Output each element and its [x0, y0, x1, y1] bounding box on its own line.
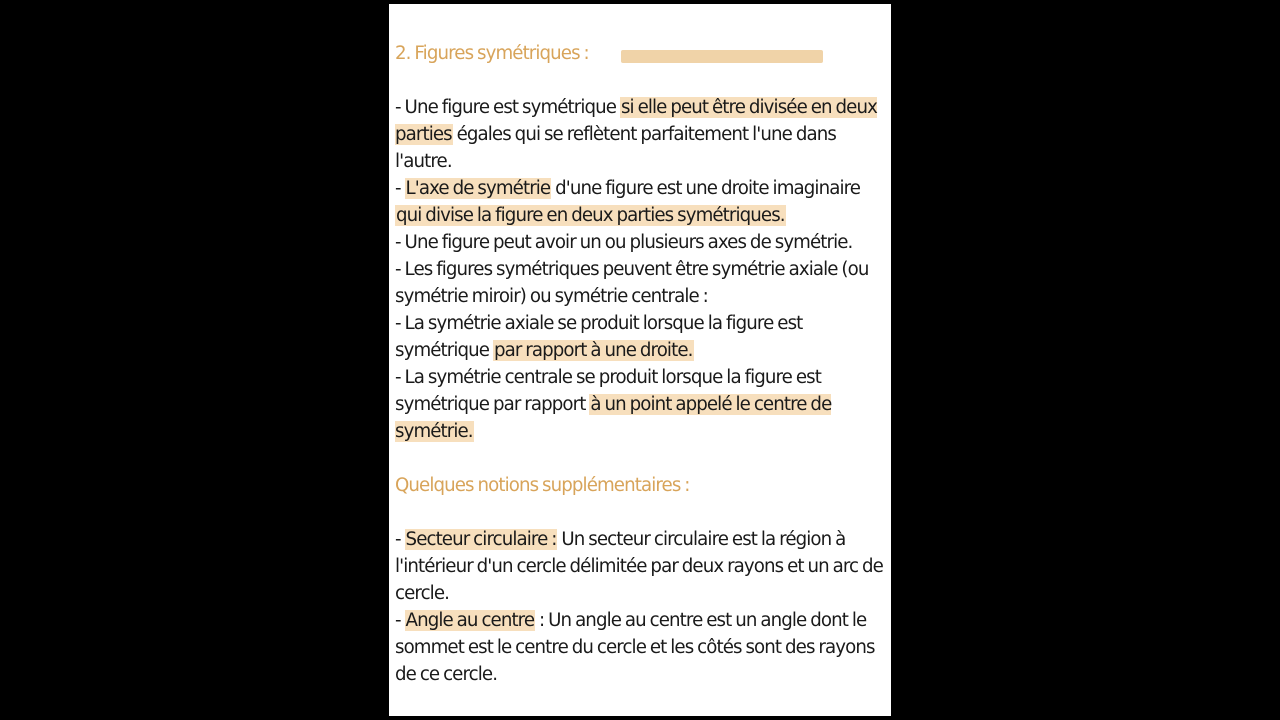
text-run: égales qui se reflètent parfaitement l'une dans l'autre.: [395, 124, 836, 172]
highlighted-text: Secteur circulaire :: [405, 529, 557, 550]
text-run: -: [395, 610, 405, 631]
notion-paragraph: [395, 526, 883, 607]
text-run: Un secteur circulaire est la région à l'intérieur d'un cercle délimitée par deux rayons et un arc de cercle.: [395, 529, 883, 604]
spacer: [395, 445, 883, 472]
highlighted-text: à un point appelé le centre de symétrie.: [395, 394, 832, 442]
notions-list: [395, 526, 883, 688]
highlighted-text: L'axe de symétrie: [405, 178, 551, 199]
document-content: [395, 40, 883, 688]
spacer: [395, 67, 883, 94]
highlighted-text: si elle peut être divisée en deux parties: [395, 97, 877, 145]
document-page: [389, 4, 891, 716]
paragraph: [395, 310, 883, 364]
notion-paragraph: [395, 607, 883, 688]
paragraph: [395, 94, 883, 175]
text-run: - Une figure est symétrique: [395, 97, 620, 118]
spacer: [395, 499, 883, 526]
text-run: -: [395, 529, 405, 550]
text-run: - Les figures symétriques peuvent être symétrie axiale (ou symétrie miroir) ou symétrie centrale :: [395, 259, 869, 307]
highlighted-text: Angle au centre: [405, 610, 535, 631]
text-run: -: [395, 178, 405, 199]
section-heading: [395, 40, 883, 67]
highlighted-text: qui divise la figure en deux parties symétriques.: [396, 205, 785, 226]
text-run: : Un angle au centre est un angle dont le sommet est le centre du cercle et les côtés sont des rayons de ce cercle.: [395, 610, 875, 685]
paragraph: [395, 256, 883, 310]
text-run: - Une figure peut avoir un ou plusieurs axes de symétrie.: [395, 232, 853, 253]
text-run: d'une figure est une droite imaginaire: [551, 178, 861, 199]
paragraph: [395, 175, 883, 229]
text-run: - La symétrie centrale se produit lorsque la figure est symétrique par rapport: [395, 367, 821, 415]
notions-heading: [395, 472, 883, 499]
heading-highlight-bar: [621, 50, 823, 63]
paragraph: [395, 364, 883, 445]
symmetry-paragraphs: [395, 94, 883, 445]
highlighted-text: par rapport à une droite.: [493, 340, 693, 361]
notions-title: Quelques notions supplémentaires :: [395, 475, 690, 496]
paragraph: [395, 229, 883, 256]
section-title: 2. Figures symétriques :: [395, 43, 589, 64]
text-run: - La symétrie axiale se produit lorsque la figure est symétrique: [395, 313, 803, 361]
